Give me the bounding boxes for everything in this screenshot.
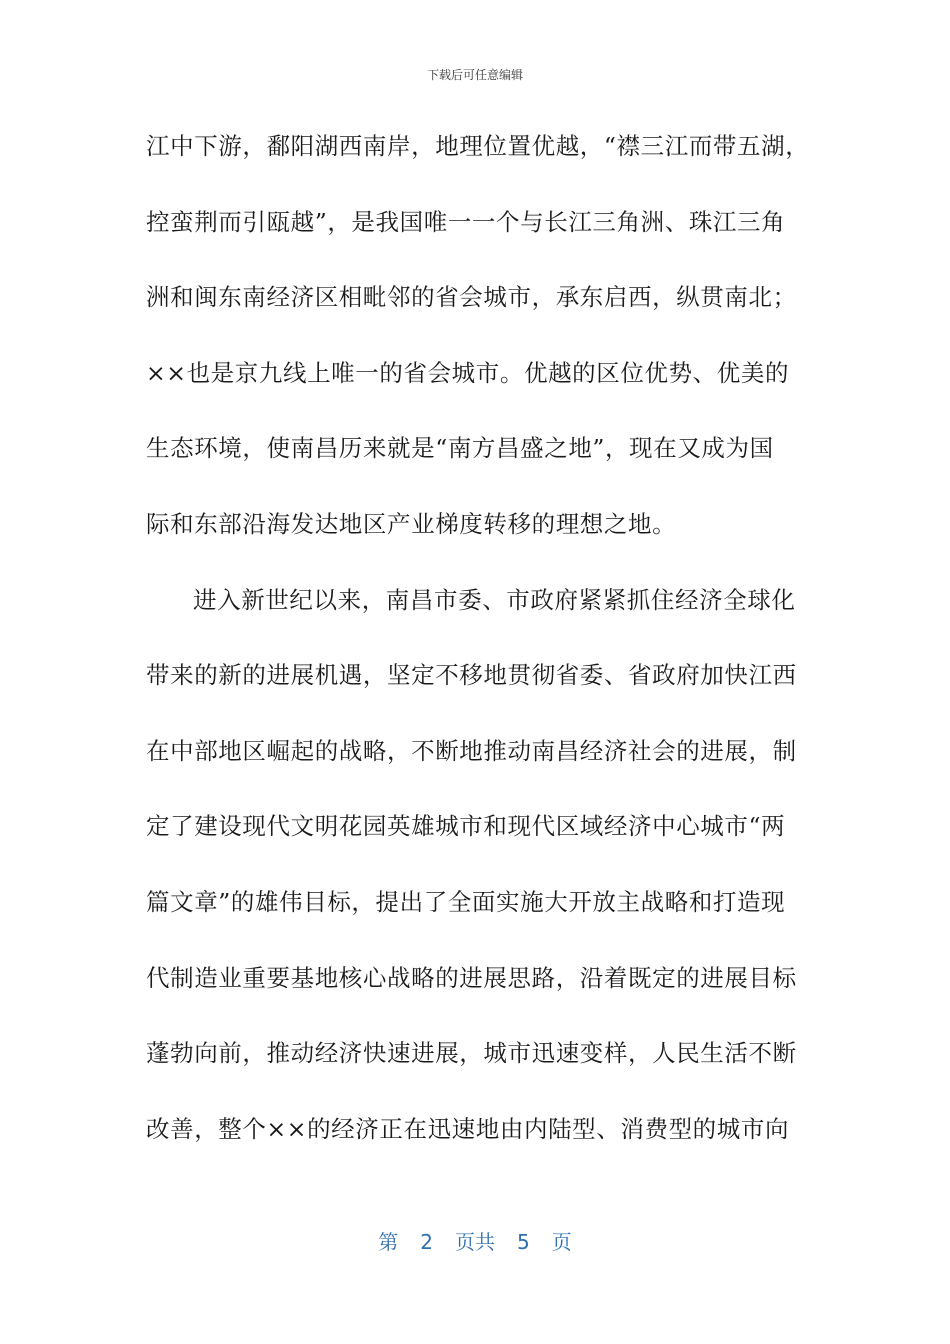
- text-line: 定了建设现代文明花园英雄城市和现代区域经济中心城市“两: [146, 812, 786, 841]
- text-line: 江中下游，鄱阳湖西南岸，地理位置优越，“襟三江而带五湖，: [146, 132, 810, 160]
- text-line: 改善，整个××的经济正在迅速地由内陆型、消费型的城市向: [146, 1114, 790, 1143]
- text-line: 生态环境，使南昌历来就是“南方昌盛之地”，现在又成为国: [146, 434, 774, 463]
- page-label-mid: 页共: [455, 1230, 495, 1254]
- text-line: 代制造业重要基地核心战略的进展思路，沿着既定的进展目标: [146, 963, 797, 992]
- page-footer: [0, 1226, 950, 1255]
- text-line-indented: 进入新世纪以来，南昌市委、市政府紧紧抓住经济全球化: [193, 585, 796, 614]
- text-line: 蓬勃向前，推动经济快速进展，城市迅速变样，人民生活不断: [146, 1039, 797, 1068]
- current-page-number: 2: [420, 1230, 433, 1254]
- text-line: 在中部地区崛起的战略，不断地推动南昌经济社会的进展，制: [146, 736, 797, 765]
- total-pages-number: 5: [517, 1230, 530, 1254]
- page-label-prefix: 第: [378, 1230, 399, 1254]
- text-line: 带来的新的进展机遇，坚定不移地贯彻省委、省政府加快江西: [146, 661, 797, 690]
- document-body: [146, 128, 810, 1186]
- text-line: ××也是京九线上唯一的省会城市。优越的区位优势、优美的: [146, 358, 790, 387]
- text-line: 洲和闽东南经济区相毗邻的省会城市，承东启西，纵贯南北；: [146, 283, 797, 312]
- page-label-suffix: 页: [551, 1230, 572, 1254]
- text-line: 控蛮荆而引瓯越”，是我国唯一一个与长江三角洲、珠江三角: [146, 207, 786, 236]
- header-note: 下载后可任意编辑: [426, 68, 523, 82]
- text-line: 篇文章”的雄伟目标，提出了全面实施大开放主战略和打造现: [146, 887, 786, 916]
- text-line: 际和东部沿海发达地区产业梯度转移的理想之地。: [146, 509, 677, 538]
